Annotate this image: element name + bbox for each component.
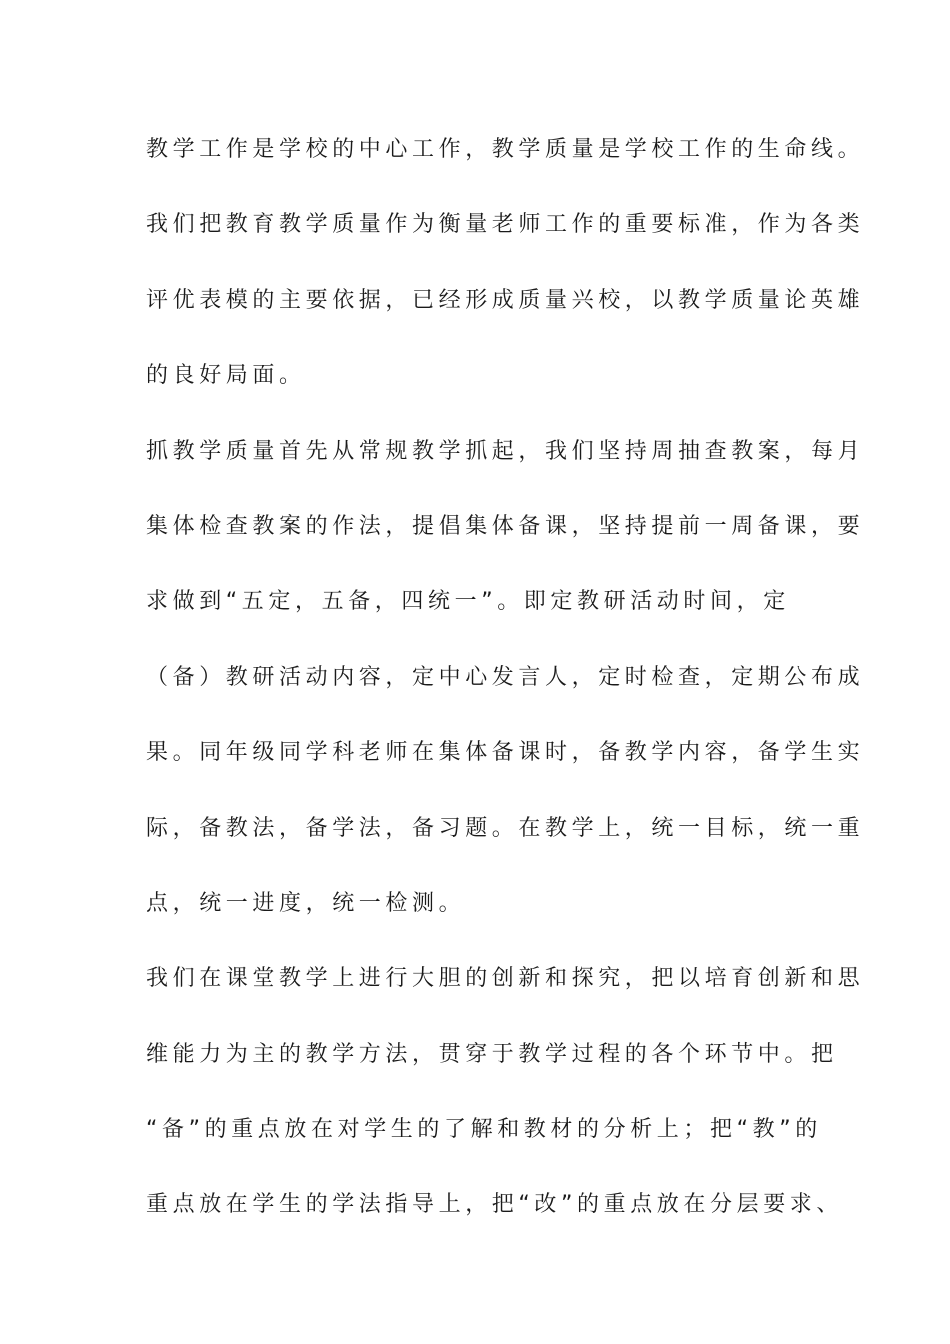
text-line: 果。同年级同学科老师在集体备课时，备教学内容，备学生实	[146, 740, 865, 766]
text-line: 抓教学质量首先从常规教学抓起，我们坚持周抽查教案，每月	[146, 438, 865, 464]
text-line: 维能力为主的教学方法，贯穿于教学过程的各个环节中。把	[146, 1041, 838, 1067]
text-line: 我们在课堂教学上进行大胆的创新和探究，把以培育创新和思	[146, 966, 865, 992]
text-line: 际，备教法，备学法，备习题。在教学上，统一目标，统一重	[146, 815, 865, 841]
text-line: 我们把教育教学质量作为衡量老师工作的重要标准，作为各类	[146, 212, 865, 238]
text-line: 点，统一进度，统一检测。	[146, 890, 466, 916]
text-line: 重点放在学生的学法指导上，把“改”的重点放在分层要求、	[146, 1192, 843, 1218]
text-line: 求做到“五定，五备，四统一”。即定教研活动时间，定	[146, 589, 790, 615]
text-line: 集体检查教案的作法，提倡集体备课，坚持提前一周备课，要	[146, 513, 865, 539]
text-line: （备）教研活动内容，定中心发言人，定时检查，定期公布成	[146, 664, 865, 690]
text-line: “备”的重点放在对学生的了解和教材的分析上；把“教”的	[146, 1117, 822, 1143]
document-body	[146, 126, 865, 1257]
text-line: 的良好局面。	[146, 363, 306, 389]
text-line: 教学工作是学校的中心工作，教学质量是学校工作的生命线。	[146, 137, 865, 162]
text-line: 评优表模的主要依据，已经形成质量兴校，以教学质量论英雄	[146, 287, 865, 313]
